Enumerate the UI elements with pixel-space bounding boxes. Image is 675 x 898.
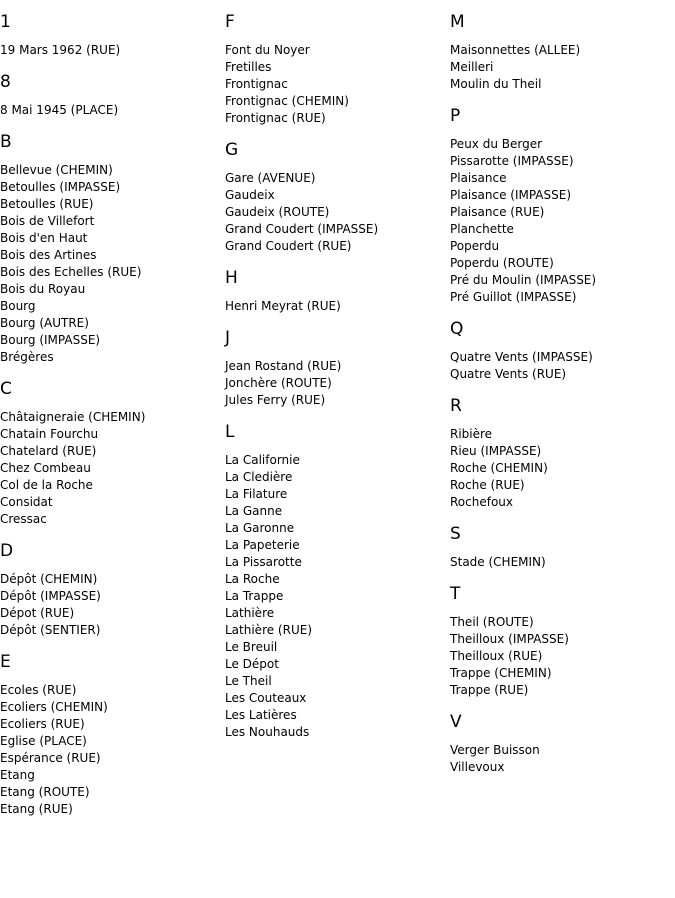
street-list [450, 136, 670, 306]
letter-section [450, 12, 670, 93]
street-name: Considat [0, 495, 53, 509]
street-list [225, 42, 445, 127]
street-list [0, 102, 220, 119]
letter-section [0, 541, 220, 639]
street-name: Roche (CHEMIN) [450, 461, 548, 475]
street-name: Eglise (PLACE) [0, 734, 87, 748]
letter-section [450, 396, 670, 511]
section-letter-heading: G [225, 140, 239, 160]
street-name: Rieu (IMPASSE) [450, 444, 542, 458]
street-name: Bois des Artines [0, 248, 97, 262]
street-name: Quatre Vents (IMPASSE) [450, 350, 593, 364]
street-name: Meilleri [450, 60, 494, 74]
street-name: Ecoliers (RUE) [0, 717, 85, 731]
street-name: Dépôt (CHEMIN) [0, 572, 98, 586]
letter-section [225, 140, 445, 255]
street-name: Ribière [450, 427, 493, 441]
street-name: Henri Meyrat (RUE) [225, 299, 341, 313]
street-name: Dépôt (SENTIER) [0, 623, 101, 637]
street-name: La Californie [225, 453, 300, 467]
letter-section [450, 584, 670, 699]
street-name: Gaudeix (ROUTE) [225, 205, 330, 219]
letter-section [225, 328, 445, 409]
street-index-column-3 [450, 0, 670, 776]
section-letter-heading: R [450, 396, 462, 416]
letter-section [0, 72, 220, 119]
letter-section [225, 268, 445, 315]
street-name: Bois du Royau [0, 282, 86, 296]
street-list [225, 170, 445, 255]
street-name: Trappe (RUE) [450, 683, 529, 697]
street-list [0, 162, 220, 366]
letter-section [0, 12, 220, 59]
street-name: Ecoliers (CHEMIN) [0, 700, 108, 714]
street-name: Grand Coudert (RUE) [225, 239, 352, 253]
street-name: Theil (ROUTE) [450, 615, 534, 629]
street-name: Betoulles (RUE) [0, 197, 94, 211]
street-list [225, 452, 445, 741]
street-list [450, 42, 670, 93]
letter-section [450, 712, 670, 776]
street-name: Plaisance (IMPASSE) [450, 188, 572, 202]
street-name: Pré du Moulin (IMPASSE) [450, 273, 597, 287]
street-name: Stade (CHEMIN) [450, 555, 546, 569]
street-name: Peux du Berger [450, 137, 543, 151]
section-letter-heading: Q [450, 319, 464, 339]
street-name: Maisonnettes (ALLEE) [450, 43, 581, 57]
street-name: Brégères [0, 350, 54, 364]
street-name: Betoulles (IMPASSE) [0, 180, 121, 194]
street-name: Plaisance (RUE) [450, 205, 545, 219]
street-name: La Cledière [225, 470, 293, 484]
street-name: La Pissarotte [225, 555, 302, 569]
section-letter-heading: C [0, 379, 12, 399]
street-name: Frontignac (RUE) [225, 111, 326, 125]
section-letter-heading: D [0, 541, 14, 561]
street-name: Bois d'en Haut [0, 231, 88, 245]
street-list [450, 614, 670, 699]
section-letter-heading: P [450, 106, 461, 126]
street-name: Etang (RUE) [0, 802, 73, 816]
street-name: Pissarotte (IMPASSE) [450, 154, 574, 168]
street-name: Grand Coudert (IMPASSE) [225, 222, 379, 236]
street-name: Dépot (RUE) [0, 606, 75, 620]
section-letter-heading: J [225, 328, 231, 348]
street-name: Pré Guillot (IMPASSE) [450, 290, 577, 304]
street-name: Frontignac [225, 77, 288, 91]
letter-section [0, 132, 220, 366]
street-name: La Ganne [225, 504, 283, 518]
street-name: Etang [0, 768, 35, 782]
street-name: Les Latières [225, 708, 297, 722]
street-name: Moulin du Theil [450, 77, 542, 91]
street-name: Gaudeix [225, 188, 275, 202]
street-name: Bourg (IMPASSE) [0, 333, 101, 347]
letter-section [225, 12, 445, 127]
street-name: Quatre Vents (RUE) [450, 367, 567, 381]
street-name: La Papeterie [225, 538, 300, 552]
street-name: Etang (ROUTE) [0, 785, 90, 799]
street-name: Dépôt (IMPASSE) [0, 589, 101, 603]
section-letter-heading: B [0, 132, 12, 152]
street-name: Bourg [0, 299, 36, 313]
section-letter-heading: L [225, 422, 235, 442]
street-list [0, 682, 220, 818]
street-name: Rochefoux [450, 495, 513, 509]
street-name: Villevoux [450, 760, 505, 774]
street-list [225, 298, 445, 315]
section-letter-heading: H [225, 268, 238, 288]
street-name: Châtaigneraie (CHEMIN) [0, 410, 146, 424]
street-index-column-2 [225, 0, 445, 741]
letter-section [450, 524, 670, 571]
street-name: Bois de Villefort [0, 214, 95, 228]
letter-section [0, 379, 220, 528]
section-letter-heading: V [450, 712, 462, 732]
street-name: Jonchère (ROUTE) [225, 376, 332, 390]
street-list [0, 571, 220, 639]
street-name: Bellevue (CHEMIN) [0, 163, 113, 177]
street-name: Lathière (RUE) [225, 623, 312, 637]
street-name: Fretilles [225, 60, 272, 74]
street-list [450, 426, 670, 511]
street-list [450, 554, 670, 571]
section-letter-heading: T [450, 584, 461, 604]
street-list [450, 349, 670, 383]
street-list [0, 409, 220, 528]
street-list [225, 358, 445, 409]
street-name: Planchette [450, 222, 514, 236]
street-name: Frontignac (CHEMIN) [225, 94, 349, 108]
street-name: Le Dépot [225, 657, 279, 671]
street-name: Poperdu (ROUTE) [450, 256, 554, 270]
street-list [450, 742, 670, 776]
street-name: Chez Combeau [0, 461, 91, 475]
street-name: Theilloux (RUE) [450, 649, 543, 663]
street-name: Jean Rostand (RUE) [225, 359, 342, 373]
letter-section [225, 422, 445, 741]
section-letter-heading: E [0, 652, 11, 672]
section-letter-heading: 1 [0, 12, 11, 32]
street-name: Theilloux (IMPASSE) [450, 632, 569, 646]
street-name: La Trappe [225, 589, 284, 603]
street-name: La Garonne [225, 521, 295, 535]
street-name: Trappe (CHEMIN) [450, 666, 552, 680]
street-name: 19 Mars 1962 (RUE) [0, 43, 121, 57]
street-name: Plaisance [450, 171, 507, 185]
section-letter-heading: S [450, 524, 461, 544]
street-name: Chatelard (RUE) [0, 444, 97, 458]
street-name: Poperdu [450, 239, 500, 253]
street-name: Lathière [225, 606, 275, 620]
street-name: Cressac [0, 512, 47, 526]
street-name: La Roche [225, 572, 280, 586]
section-letter-heading: F [225, 12, 235, 32]
street-name: Chatain Fourchu [0, 427, 99, 441]
street-name: Les Couteaux [225, 691, 307, 705]
street-list [0, 42, 220, 59]
street-name: Font du Noyer [225, 43, 310, 57]
street-name: Roche (RUE) [450, 478, 525, 492]
letter-section [450, 319, 670, 383]
street-name: Bourg (AUTRE) [0, 316, 89, 330]
section-letter-heading: M [450, 12, 465, 32]
street-name: Espérance (RUE) [0, 751, 101, 765]
street-name: 8 Mai 1945 (PLACE) [0, 103, 119, 117]
letter-section [0, 652, 220, 818]
street-name: Le Theil [225, 674, 272, 688]
section-letter-heading: 8 [0, 72, 11, 92]
street-name: Verger Buisson [450, 743, 540, 757]
street-name: Le Breuil [225, 640, 278, 654]
street-name: Gare (AVENUE) [225, 171, 316, 185]
street-name: Ecoles (RUE) [0, 683, 77, 697]
street-index-column-1 [0, 0, 220, 818]
street-name: Jules Ferry (RUE) [225, 393, 326, 407]
street-name: La Filature [225, 487, 288, 501]
street-name: Col de la Roche [0, 478, 93, 492]
street-name: Les Nouhauds [225, 725, 310, 739]
street-name: Bois des Echelles (RUE) [0, 265, 142, 279]
letter-section [450, 106, 670, 306]
